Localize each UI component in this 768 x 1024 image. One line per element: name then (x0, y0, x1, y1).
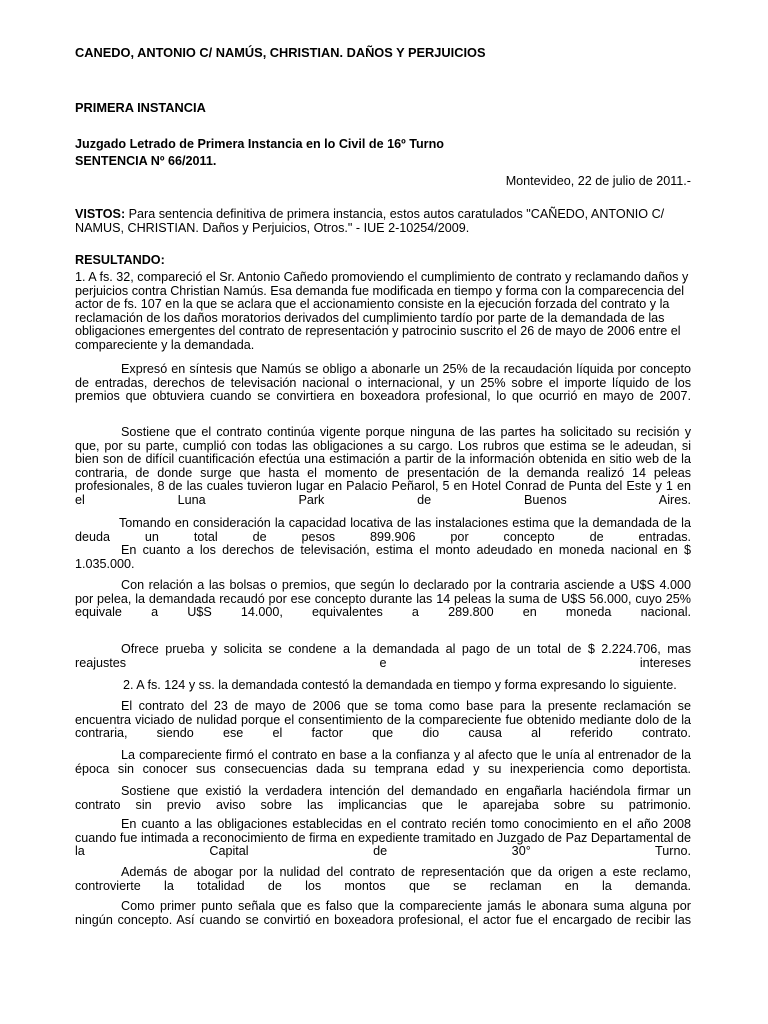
vistos-paragraph (75, 208, 691, 235)
paragraph-4: Tomando en consideración la capacidad locativa de las instalaciones estima que la demandada de la deuda un total de pesos 899.906 por concepto de entradas. (75, 516, 691, 544)
court-name: Juzgado Letrado de Primera Instancia en lo Civil de 16º Turno (75, 137, 444, 151)
paragraph-14: Como primer punto señala que es falso que la compareciente jamás le abonara suma alguna por ningún concepto. Así cuando se convirtió en boxeadora profesional, el actor fue el encargado de recibir las (75, 899, 691, 927)
paragraph-5: En cuanto a los derechos de televisación, estima el monto adeudado en moneda nacional en $ 1.035.000. (75, 543, 691, 571)
paragraph-1: 1. A fs. 32, compareció el Sr. Antonio Cañedo promoviendo el cumplimiento de contrato y reclamando daños y perjuicios contra Christian Namús. Esa demanda fue modificada en tiempo y forma con la comparecencia del actor de fs. 107 en la que se aclara que el accionamiento consiste en la ejecución forzada del contrato y la reclamación de los daños moratorios derivados del cumplimiento tardío por parte de la demandada de las obligaciones emergentes del contrato de representación y patrocinio suscrito el 26 de mayo de 2006 entre el compareciente y la demandada. (75, 270, 689, 352)
paragraph-11: Sostiene que existió la verdadera intención del demandado en engañarla haciéndola firmar un contrato sin previo aviso sobre las implicancias que le aparejaba sobre su patrimonio. (75, 784, 691, 812)
paragraph-13: Además de abogar por la nulidad del contrato de representación que da origen a este reclamo, controvierte la totalidad de los montos que se reclaman en la demanda. (75, 865, 691, 893)
case-header: CANEDO, ANTONIO C/ NAMÚS, CHRISTIAN. DAÑOS Y PERJUICIOS (75, 45, 486, 60)
paragraph-9: El contrato del 23 de mayo de 2006 que se toma como base para la presente reclamación se encuentra viciado de nulidad porque el consentimiento de la compareciente fue obtenido mediante dolo de la contraria, siendo ese el factor que dio causa al referido contrato. (75, 699, 691, 741)
paragraph-7: Ofrece prueba y solicita se condene a la demandada al pago de un total de $ 2.224.706, mas reajustes e intereses (75, 642, 691, 670)
paragraph-12: En cuanto a las obligaciones establecidas en el contrato recién tomo conocimiento en el año 2008 cuando fue intimada a reconocimiento de firma en expediente tramitado en Juzgado de Paz Departamental de la Capital de 30° Turno. (75, 817, 691, 859)
resultando-heading: RESULTANDO: (75, 253, 165, 267)
paragraph-10: La compareciente firmó el contrato en base a la confianza y al afecto que le unía al entrenador de la época sin conocer sus consecuencias dada su temprana edad y su inexperiencia como deportista. (75, 748, 691, 776)
sentence-number: SENTENCIA Nº 66/2011. (75, 154, 217, 168)
vistos-text: Para sentencia definitiva de primera instancia, estos autos caratulados "CAÑEDO, ANTONIO C/ NAMUS, CHRISTIAN. Daños y Perjuicios, Otros." - IUE 2-10254/2009. (75, 207, 665, 235)
date-line: Montevideo, 22 de julio de 2011.- (505, 174, 691, 188)
instance-heading: PRIMERA INSTANCIA (75, 100, 206, 115)
paragraph-2: Expresó en síntesis que Namús se obligo a abonarle un 25% de la recaudación líquida por concepto de entradas, derechos de televisación nacional o internacional, y un 25% sobre el importe líquido de los premios que obtuviera cuando se convirtiera en boxeadora profesional, lo que ocurrió en mayo de 2007. (75, 362, 691, 404)
vistos-label: VISTOS: (75, 207, 126, 221)
paragraph-6: Con relación a las bolsas o premios, que según lo declarado por la contraria asciende a U$S 4.000 por pelea, la demandada recaudó por ese concepto durante las 14 peleas la suma de U$S 56.000, cuyo 25% equivale a U$S 14.000, equivalentes a 289.800 en moneda nacional. (75, 578, 691, 620)
paragraph-8: 2. A fs. 124 y ss. la demandada contestó la demandada en tiempo y forma expresando lo siguiente. (123, 678, 677, 692)
paragraph-3: Sostiene que el contrato continúa vigente porque ninguna de las partes ha solicitado su recisión y que, por su parte, cumplió con todas las obligaciones a su cargo. Los rubros que estima se le adeudan, si bien son de difícil cuantificación efectúa una estimación a partir de la información obtenida en sitio web de la contraria, de donde surge que hasta el momento de presentación de la demanda realizó 14 peleas profesionales, 8 de las cuales tuvieron lugar en Palacio Peñarol, 5 en Hotel Conrad de Punta del Este y 1 en el Luna Park de Buenos Aires. (75, 425, 691, 507)
